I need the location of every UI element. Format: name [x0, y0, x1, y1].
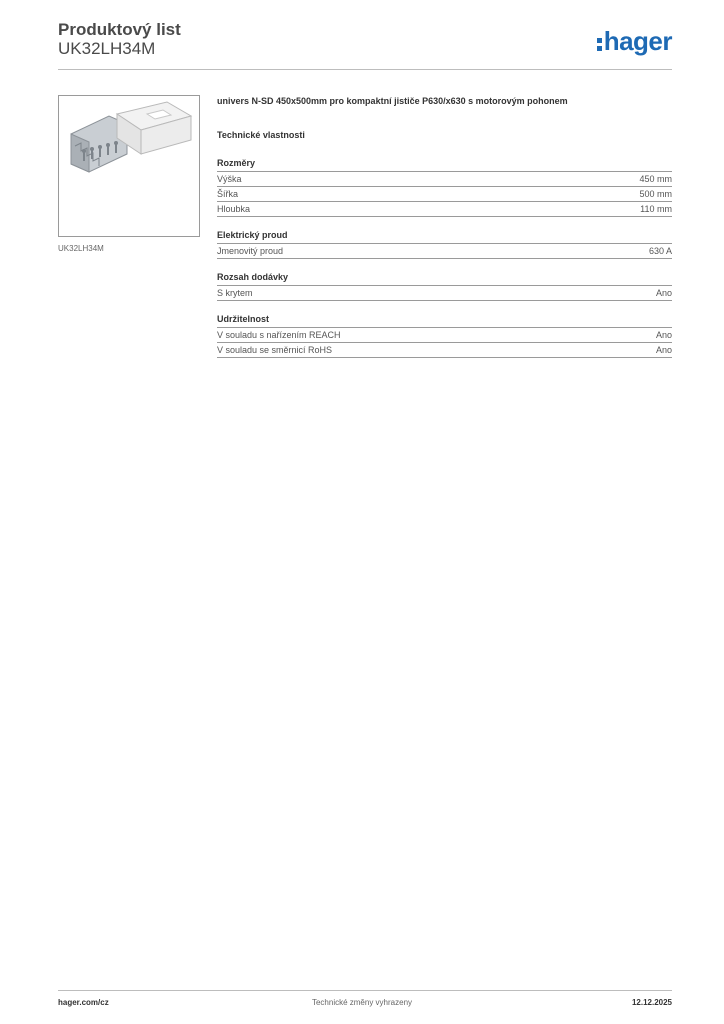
spec-value: Ano [655, 345, 672, 355]
group-title: Elektrický proud [217, 229, 672, 244]
page-title: Produktový list [58, 20, 181, 39]
footer-divider [58, 990, 672, 991]
spec-group [217, 157, 672, 217]
spec-label: Výška [217, 174, 242, 184]
spec-label: Jmenovitý proud [217, 246, 284, 256]
logo-text: hager [603, 26, 672, 56]
product-photo-icon [59, 96, 199, 236]
footer-date: 12.12.2025 [631, 998, 672, 1007]
spec-label: Hloubka [217, 204, 251, 214]
logo-dots-icon [597, 34, 603, 52]
spec-row [217, 187, 672, 202]
spec-row [217, 202, 672, 217]
product-description: univers N-SD 450x500mm pro kompaktní jističe P630/x630 s motorovým pohonem [217, 96, 568, 106]
spec-group [217, 271, 672, 301]
spec-value: 630 A [648, 246, 672, 256]
spec-label: V souladu se směrnicí RoHS [217, 345, 333, 355]
group-title: Rozměry [217, 157, 672, 172]
group-title: Udržitelnost [217, 313, 672, 328]
footer-note: Technické změny vyhrazeny [311, 998, 413, 1007]
spec-row [217, 244, 672, 259]
hager-logo [597, 26, 672, 56]
footer-website-link[interactable]: hager.com/cz [58, 998, 109, 1007]
spec-value: Ano [655, 288, 672, 298]
spec-label: S krytem [217, 288, 253, 298]
header-divider [58, 69, 672, 70]
spec-row [217, 343, 672, 358]
group-title: Rozsah dodávky [217, 271, 672, 286]
spec-value: 500 mm [639, 189, 672, 199]
spec-label: V souladu s nařízením REACH [217, 330, 341, 340]
spec-row [217, 328, 672, 343]
spec-label: Šířka [217, 189, 239, 199]
image-caption: UK32LH34M [58, 244, 104, 253]
spec-row [217, 172, 672, 187]
product-image [58, 95, 200, 237]
spec-group [217, 229, 672, 259]
spec-value: 110 mm [640, 204, 672, 214]
product-code: UK32LH34M [58, 39, 156, 58]
spec-row [217, 286, 672, 301]
section-title: Technické vlastnosti [217, 130, 305, 140]
spec-content [217, 95, 672, 370]
spec-value: 450 mm [639, 174, 672, 184]
spec-value: Ano [655, 330, 672, 340]
spec-group [217, 313, 672, 358]
